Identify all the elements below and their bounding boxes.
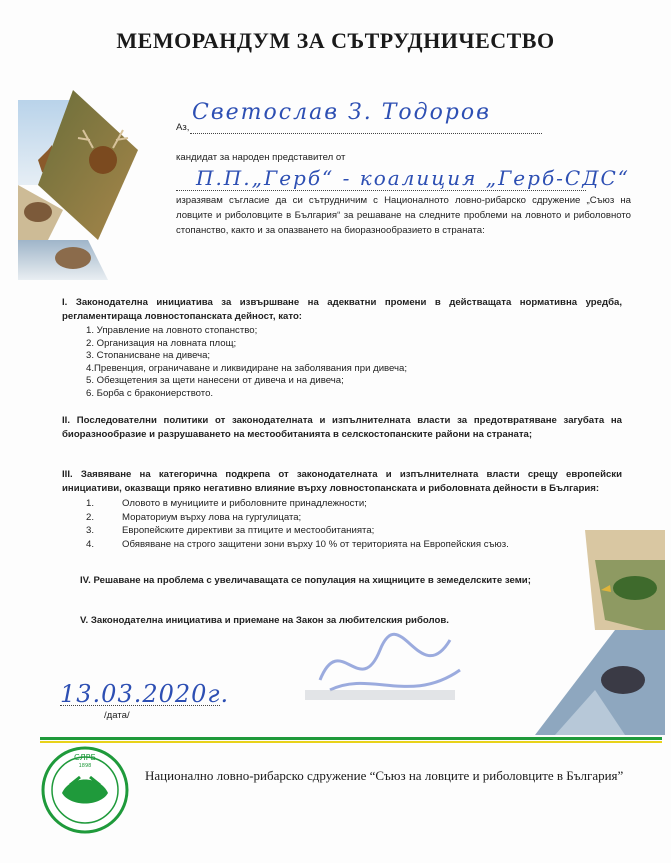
red-deer-head bbox=[89, 146, 117, 174]
section-5-title: V. Законодателна инициатива и приемане на Закон за любителския риболов. bbox=[80, 615, 449, 626]
date-line bbox=[60, 705, 220, 706]
list-item-number: 2. bbox=[86, 511, 95, 523]
list-item-text: Мораториум върху лова на гургулицата; bbox=[122, 511, 302, 523]
section-1-title: I. Законодателна инициатива за извършване на адекватни промени в действащата нормативна уредба, регламентираща ловностопанската дейност, като: bbox=[62, 297, 622, 322]
date-label: /дата/ bbox=[104, 710, 130, 721]
footer-rule-yellow bbox=[40, 741, 662, 743]
list-item: 4.Превенция, ограничаване и ликвидиране на заболявания при дивеча; bbox=[86, 362, 408, 374]
section-3 bbox=[62, 468, 622, 496]
list-item bbox=[86, 497, 509, 511]
list-item bbox=[86, 524, 509, 538]
candidate-label: кандидат за народен представител от bbox=[176, 152, 346, 163]
capercaillie-bird bbox=[601, 666, 645, 694]
name-line bbox=[190, 133, 542, 134]
list-item bbox=[86, 511, 509, 525]
page-title: МЕМОРАНДУМ ЗА СЪТРУДНИЧЕСТВО bbox=[116, 28, 555, 53]
list-item bbox=[86, 538, 509, 552]
footer-organization-name: Национално ловно-рибарско сдружение “Съюз на ловците и риболовците в България” bbox=[145, 768, 624, 783]
handwritten-party: П.П.„Герб“ - коалиция „Герб-СДС“ bbox=[196, 166, 630, 190]
section-1-list bbox=[86, 325, 407, 400]
bird-photo-collage bbox=[535, 530, 665, 735]
logo-text: СЛРБ bbox=[74, 753, 96, 762]
list-item-text: Оловото в мунициите и риболовните принадлежности; bbox=[122, 498, 367, 509]
declaration-text: изразявам съгласие да си сътрудничим с Националното ловно-рибарско сдружение „Съюз на ловците и риболовците в България“ за решаване на следните проблеми на ловното и риболовното стопанство, както и за опазването на биоразнообразието в страната: bbox=[176, 195, 631, 236]
section-2-title: II. Последователни политики от законодателната и изпълнителната власти за предотвратяване загубата на биоразнообразие и разрушаването на местообитанията в селскостопанските райони на страната; bbox=[62, 415, 622, 440]
wildlife-photo-collage bbox=[18, 90, 178, 280]
section-1 bbox=[62, 296, 622, 324]
section-4 bbox=[80, 574, 540, 588]
section-3-list bbox=[86, 497, 509, 551]
list-item-number: 3. bbox=[86, 525, 95, 536]
logo-year: 1898 bbox=[78, 763, 92, 769]
footer-rule-green bbox=[40, 737, 662, 740]
organization-logo bbox=[40, 745, 130, 835]
list-item: 6. Борба с бракониерството. bbox=[86, 387, 214, 399]
mallard-head bbox=[613, 576, 657, 600]
list-item: 5. Обезщетения за щети нанесени от дивеча и на дивеча; bbox=[86, 375, 344, 386]
list-item-number: 4. bbox=[86, 538, 95, 550]
signature-scribble bbox=[300, 610, 470, 720]
list-item: 2. Организация на ловната площ; bbox=[86, 337, 237, 349]
section-4-title: IV. Решаване на проблема с увеличаващата се популация на хищниците в земеделските земи; bbox=[80, 575, 531, 586]
list-item: 3. Стопанисване на дивеча; bbox=[86, 350, 211, 361]
handwritten-date: 13.03.2020г. bbox=[60, 680, 230, 708]
section-3-title: III. Заявяване на категорична подкрепа от законодателната и изпълнителната власти срещу европейски инициативи, оказващи пряко негативно влияние върху ловностопанската и риболовната дейности в България: bbox=[62, 469, 622, 494]
handwritten-name: Светослав З. Тодоров bbox=[192, 100, 491, 125]
list-item-text: Европейските директиви за птиците и местообитанията; bbox=[122, 525, 375, 536]
az-label: Аз, bbox=[176, 122, 190, 133]
list-item-number: 1. bbox=[86, 498, 95, 509]
list-item-text: Обявяване на строго защитени зони върху 10 % от територията на Европейския съюз. bbox=[122, 538, 509, 550]
list-item: 1. Управление на ловното стопанство; bbox=[86, 325, 258, 336]
party-line bbox=[176, 190, 586, 191]
section-2 bbox=[62, 414, 622, 442]
